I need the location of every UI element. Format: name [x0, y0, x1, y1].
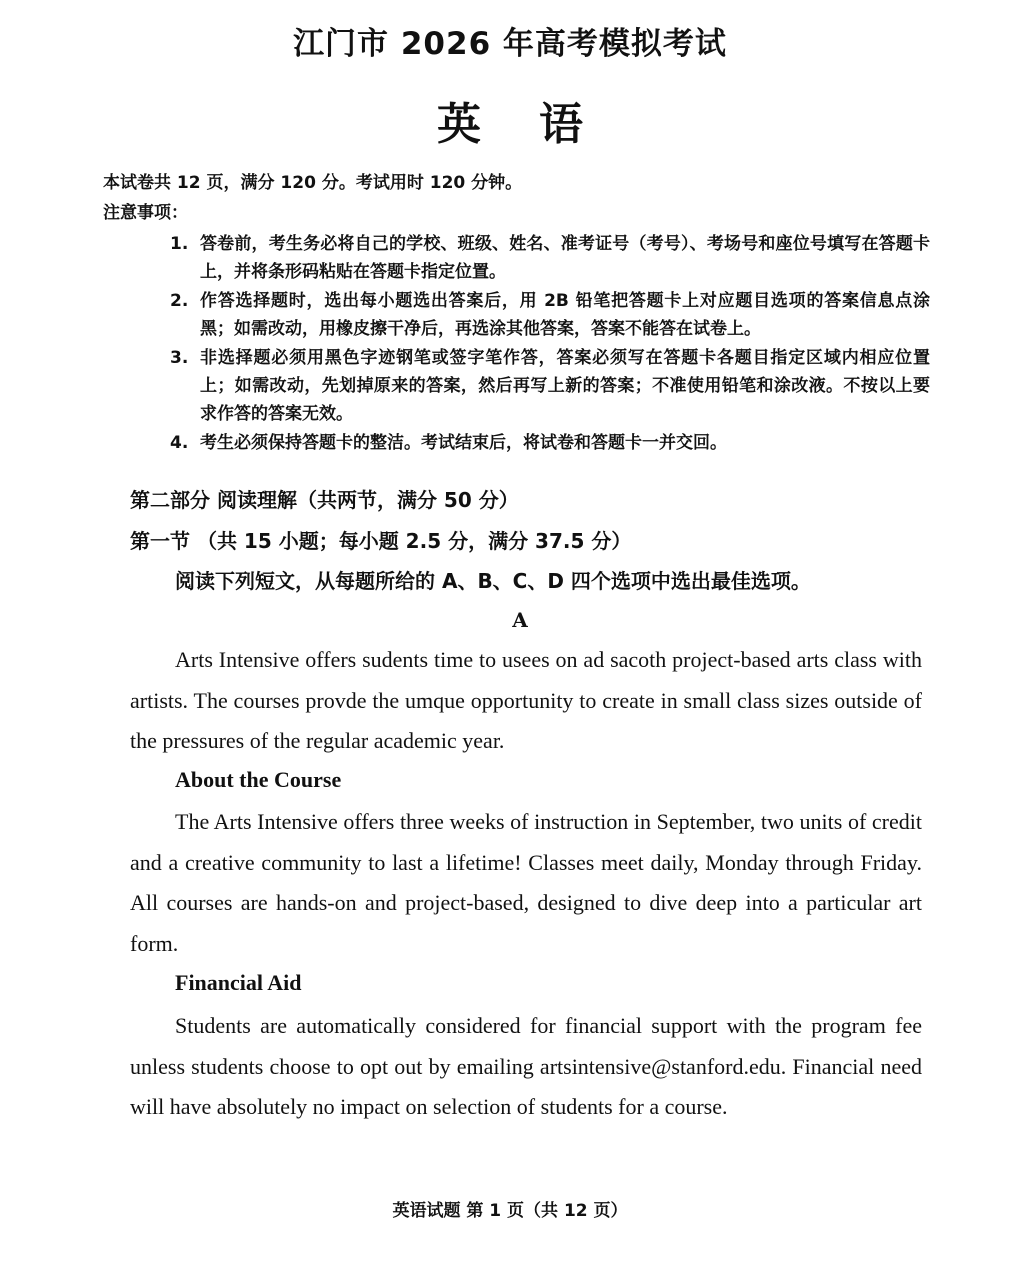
notice-number: 3. [170, 348, 189, 368]
notice-item-3 [170, 344, 930, 428]
exam-title: 江门市 2026 年高考模拟考试 [293, 26, 727, 62]
notice-text: 非选择题必须用黑色字迹钢笔或签字笔作答，答案必须写在答题卡各题目指定区域内相应位置上；如需改动，先划掉原来的答案，然后再写上新的答案；不准使用铅笔和涂改液。不按以上要求作答的答案无效。 [200, 348, 930, 424]
passage-intro-paragraph: Arts Intensive offers sudents time to usees on ad sacoth project-based arts class with artists. The courses provde the umque opportunity to create in small class sizes outside of the pressures of the regular academic year. [130, 647, 922, 753]
notice-text: 考生必须保持答题卡的整洁。考试结束后，将试卷和答题卡一并交回。 [200, 433, 727, 453]
notice-heading: 注意事项： [103, 203, 188, 223]
financial-aid-heading: Financial Aid [175, 970, 302, 995]
about-course-heading: About the Course [175, 767, 342, 792]
reading-instruction: 阅读下列短文，从每题所给的 A、B、C、D 四个选项中选出最佳选项。 [175, 569, 811, 593]
notice-number: 4. [170, 433, 189, 453]
notice-text: 作答选择题时，选出每小题选出答案后，用 2B 铅笔把答题卡上对应题目选项的答案信息点涂黑；如需改动，用橡皮擦干净后，再选涂其他答案，答案不能答在试卷上。 [200, 291, 930, 339]
part-heading: 第二部分 阅读理解（共两节，满分 50 分） [130, 488, 519, 512]
notice-list [170, 230, 930, 458]
notice-number: 2. [170, 291, 189, 311]
notice-item-4 [170, 429, 930, 457]
financial-aid-paragraph: Students are automatically considered for financial support with the program fee unless students choose to opt out by emailing artsintensive@stanford.edu. Financial need will have absolutely no impact on selection of students for a course. [130, 1013, 922, 1119]
notice-item-2 [170, 287, 930, 343]
section-heading: 第一节 （共 15 小题；每小题 2.5 分，满分 37.5 分） [130, 529, 632, 553]
subject-title: 英语 [437, 99, 641, 150]
notice-item-1 [170, 230, 930, 286]
passage-label: A [512, 608, 528, 632]
notice-number: 1. [170, 234, 189, 254]
about-course-paragraph: The Arts Intensive offers three weeks of instruction in September, two units of credit and a creative community to last a lifetime! Classes meet daily, Monday through Friday. All courses are hands-on and project-based, designed to dive deep into a particular art form. [130, 809, 922, 956]
page-footer: 英语试题 第 1 页（共 12 页） [392, 1201, 628, 1221]
exam-summary: 本试卷共 12 页，满分 120 分。考试用时 120 分钟。 [103, 173, 523, 193]
notice-text: 答卷前，考生务必将自己的学校、班级、姓名、准考证号（考号）、考场号和座位号填写在答题卡上，并将条形码粘贴在答题卡指定位置。 [200, 234, 930, 282]
